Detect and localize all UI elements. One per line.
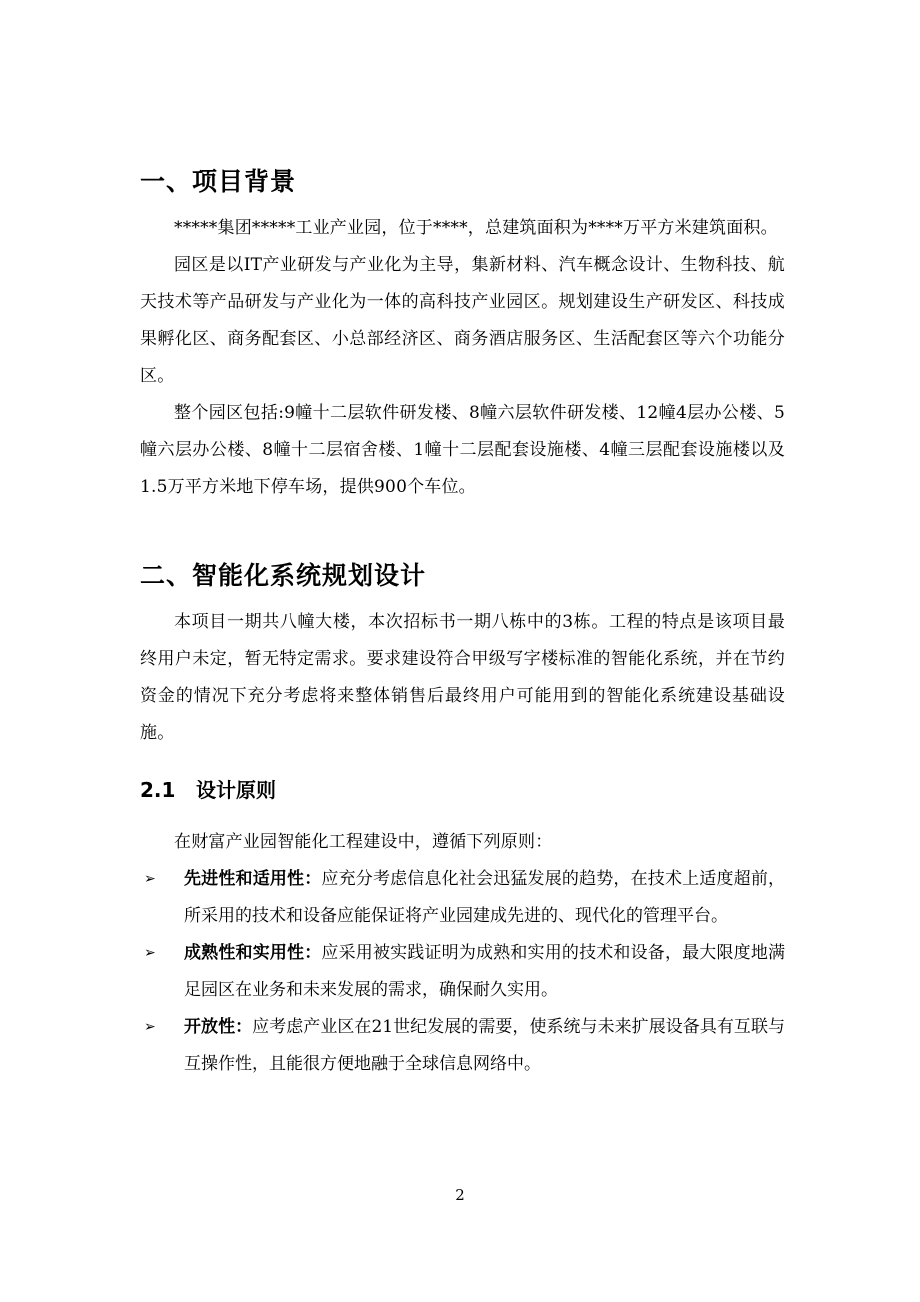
paragraph: 园区是以IT产业研发与产业化为主导，集新材料、汽车概念设计、生物科技、航天技术等产品研发与产业化为一体的高科技产业园区。规划建设生产研发区、科技成果孵化区、商务配套区、小总部经济区、商务酒店服务区、生活配套区等六个功能分区。 xyxy=(140,255,785,386)
arrow-bullet-icon: ➢ xyxy=(144,1019,156,1035)
list-item-body: 应考虑产业区在21世纪发展的需要，使系统与未来扩展设备具有互联与互操作性，且能很方便地融于全球信息网络中。 xyxy=(184,1017,786,1074)
section-heading-intelligent-system-design: 二、智能化系统规划设计 xyxy=(140,561,427,590)
list-item-term: 成熟性和实用性： xyxy=(184,943,322,963)
principles-list xyxy=(140,861,785,1083)
section-heading-project-background: 一、项目背景 xyxy=(140,167,297,196)
page-content xyxy=(140,162,785,1083)
subsection-number: 2.1 xyxy=(140,778,176,802)
list-item xyxy=(140,935,785,1009)
page-number: 2 xyxy=(455,1186,465,1204)
list-item-body: 应采用被实践证明为成熟和实用的技术和设备，最大限度地满足园区在业务和未来发展的需求，确保耐久实用。 xyxy=(184,943,786,1000)
paragraph: 整个园区包括:9幢十二层软件研发楼、8幢六层软件研发楼、12幢4层办公楼、5幢六层办公楼、8幢十二层宿舍楼、1幢十二层配套设施楼、4幢三层配套设施楼以及1.5万平方米地下停车场，提供900个车位。 xyxy=(140,403,785,497)
subsection-heading-design-principles xyxy=(140,772,785,808)
list-item-body: 应充分考虑信息化社会迅猛发展的趋势，在技术上适度超前，所采用的技术和设备应能保证将产业园建成先进的、现代化的管理平台。 xyxy=(184,869,786,926)
list-item-term: 开放性： xyxy=(184,1017,253,1037)
paragraph: *****集团*****工业产业园，位于****，总建筑面积为****万平方米建筑面积。 xyxy=(174,218,778,238)
list-item xyxy=(140,861,785,935)
paragraph: 在财富产业园智能化工程建设中，遵循下列原则： xyxy=(174,832,553,852)
list-item-text xyxy=(184,1009,785,1083)
list-item xyxy=(140,1009,785,1083)
arrow-bullet-icon: ➢ xyxy=(144,871,156,887)
list-item-text xyxy=(184,935,785,1009)
list-item-text xyxy=(184,861,785,935)
subsection-title: 设计原则 xyxy=(196,778,276,802)
arrow-bullet-icon: ➢ xyxy=(144,945,156,961)
paragraph: 本项目一期共八幢大楼，本次招标书一期八栋中的3栋。工程的特点是该项目最终用户未定，暂无特定需求。要求建设符合甲级写字楼标准的智能化系统，并在节约资金的情况下充分考虑将来整体销售后最终用户可能用到的智能化系统建设基础设施。 xyxy=(140,612,785,743)
list-item-term: 先进性和适用性： xyxy=(184,869,322,889)
